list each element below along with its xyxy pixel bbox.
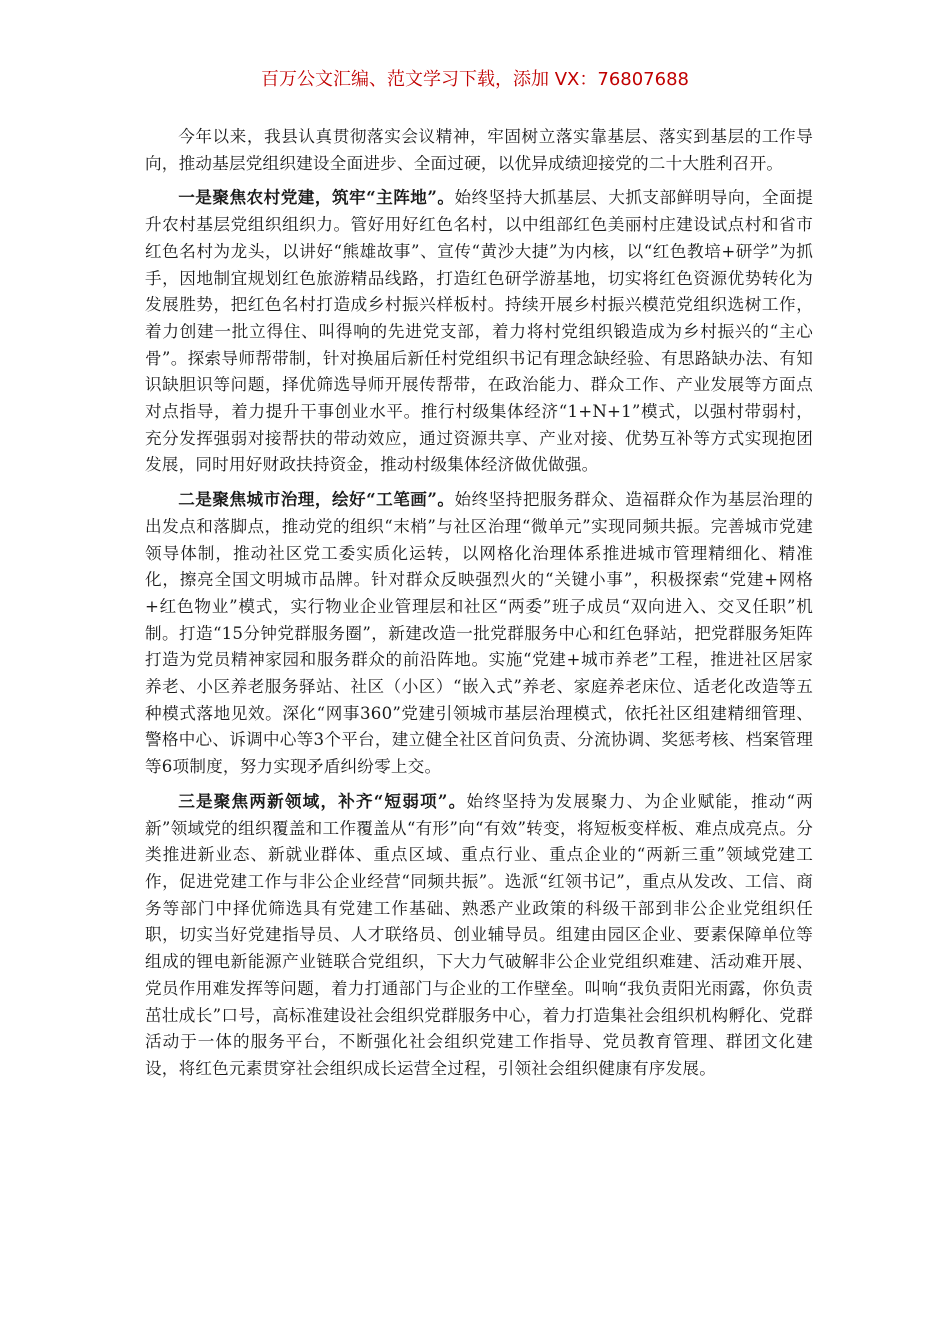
section-text-3: 始终坚持为发展聚力、为企业赋能，推动“两新”领域党的组织覆盖和工作覆盖从“有形”向“有效”转变，将短板变样板、难点成亮点。分类推进新业态、新就业群体、重点区域、重点行业、重点企业的“两新三重”领域党建工作，促进党建工作与非公企业经营“同频共振”。选派“红领书记”，重点从发改、工信、商务等部门中择优筛选具有党建工作基础、熟悉产业政策的科级干部到非公企业党组织任职，切实当好党建指导员、人才联络员、创业辅导员。组建由园区企业、要素保障单位等组成的锂电新能源产业链联合党组织，下大力气破解非公企业党组织难建、活动难开展、党员作用难发挥等问题，着力打通部门与企业的工作壁垒。叫响“我负责阳光雨露，你负责茁壮成长”口号，高标准建设社会组织党群服务中心，着力打造集社会组织机构孵化、党群活动于一体的服务平台，不断强化社会组织党建工作指导、党员教育管理、群团文化建设，将红色元素贯穿社会组织成长运营全过程，引领社会组织健康有序发展。 xyxy=(145,791,813,1078)
promo-banner: 百万公文汇编、范文学习下载，添加 VX：76807688 xyxy=(261,69,689,90)
section-heading-3: 三是聚焦两新领域，补齐“短弱项”。 xyxy=(178,790,467,811)
section-heading-2: 二是聚焦城市治理，绘好“工笔画”。 xyxy=(178,489,455,510)
section-paragraph-3 xyxy=(145,788,813,1083)
document-body xyxy=(145,124,813,1090)
section-text-1: 始终坚持大抓基层、大抓支部鲜明导向，全面提升农村基层党组织组织力。管好用好红色名村，以中组部红色美丽村庄建设试点村和省市红色名村为龙头，以讲好“熊雄故事”、宣传“黄沙大捷”为内核，以“红色教培+研学”为抓手，因地制宜规划红色旅游精品线路，打造红色研学游基地，切实将红色资源优势转化为发展胜势，把红色名村打造成乡村振兴样板村。持续开展乡村振兴模范党组织选树工作，着力创建一批立得住、叫得响的先进党支部，着力将村党组织锻造成为乡村振兴的“主心骨”。探索导师帮带制，针对换届后新任村党组织书记有理念缺经验、有思路缺办法、有知识缺胆识等问题，择优筛选导师开展传帮带，在政治能力、群众工作、产业发展等方面点对点指导，着力提升干事创业水平。推行村级集体经济“1+N+1”模式，以强村带弱村，充分发挥强弱对接帮扶的带动效应，通过资源共享、产业对接、优势互补等方式实现抱团发展，同时用好财政扶持资金，推动村级集体经济做优做强。 xyxy=(145,188,813,475)
section-paragraph-1 xyxy=(145,184,813,479)
section-text-2: 始终坚持把服务群众、造福群众作为基层治理的出发点和落脚点，推动党的组织“末梢”与社区治理“微单元”实现同频共振。完善城市党建领导体制，推动社区党工委实质化运转，以网格化治理体系推进城市管理精细化、精准化，擦亮全国文明城市品牌。针对群众反映强烈火的“关键小事”，积极探索“党建+网格+红色物业”模式，实行物业企业管理层和社区“两委”班子成员“双向进入、交叉任职”机制。打造“15分钟党群服务圈”，新建改造一批党群服务中心和红色驿站，把党群服务矩阵打造为党员精神家园和服务群众的前沿阵地。实施“党建+城市养老”工程，推进社区居家养老、小区养老服务驿站、社区（小区）“嵌入式”养老、家庭养老床位、适老化改造等五种模式落地见效。深化“网事360”党建引领城市基层治理模式，依托社区组建精细管理、警格中心、诉调中心等3个平台，建立健全社区首问负责、分流协调、奖惩考核、档案管理等6项制度，努力实现矛盾纠纷零上交。 xyxy=(145,490,813,777)
intro-paragraph: 今年以来，我县认真贯彻落实会议精神，牢固树立落实靠基层、落实到基层的工作导向，推动基层党组织建设全面进步、全面过硬，以优异成绩迎接党的二十大胜利召开。 xyxy=(145,127,813,173)
section-heading-1: 一是聚焦农村党建，筑牢“主阵地”。 xyxy=(178,187,455,208)
section-paragraph-2 xyxy=(145,486,813,781)
